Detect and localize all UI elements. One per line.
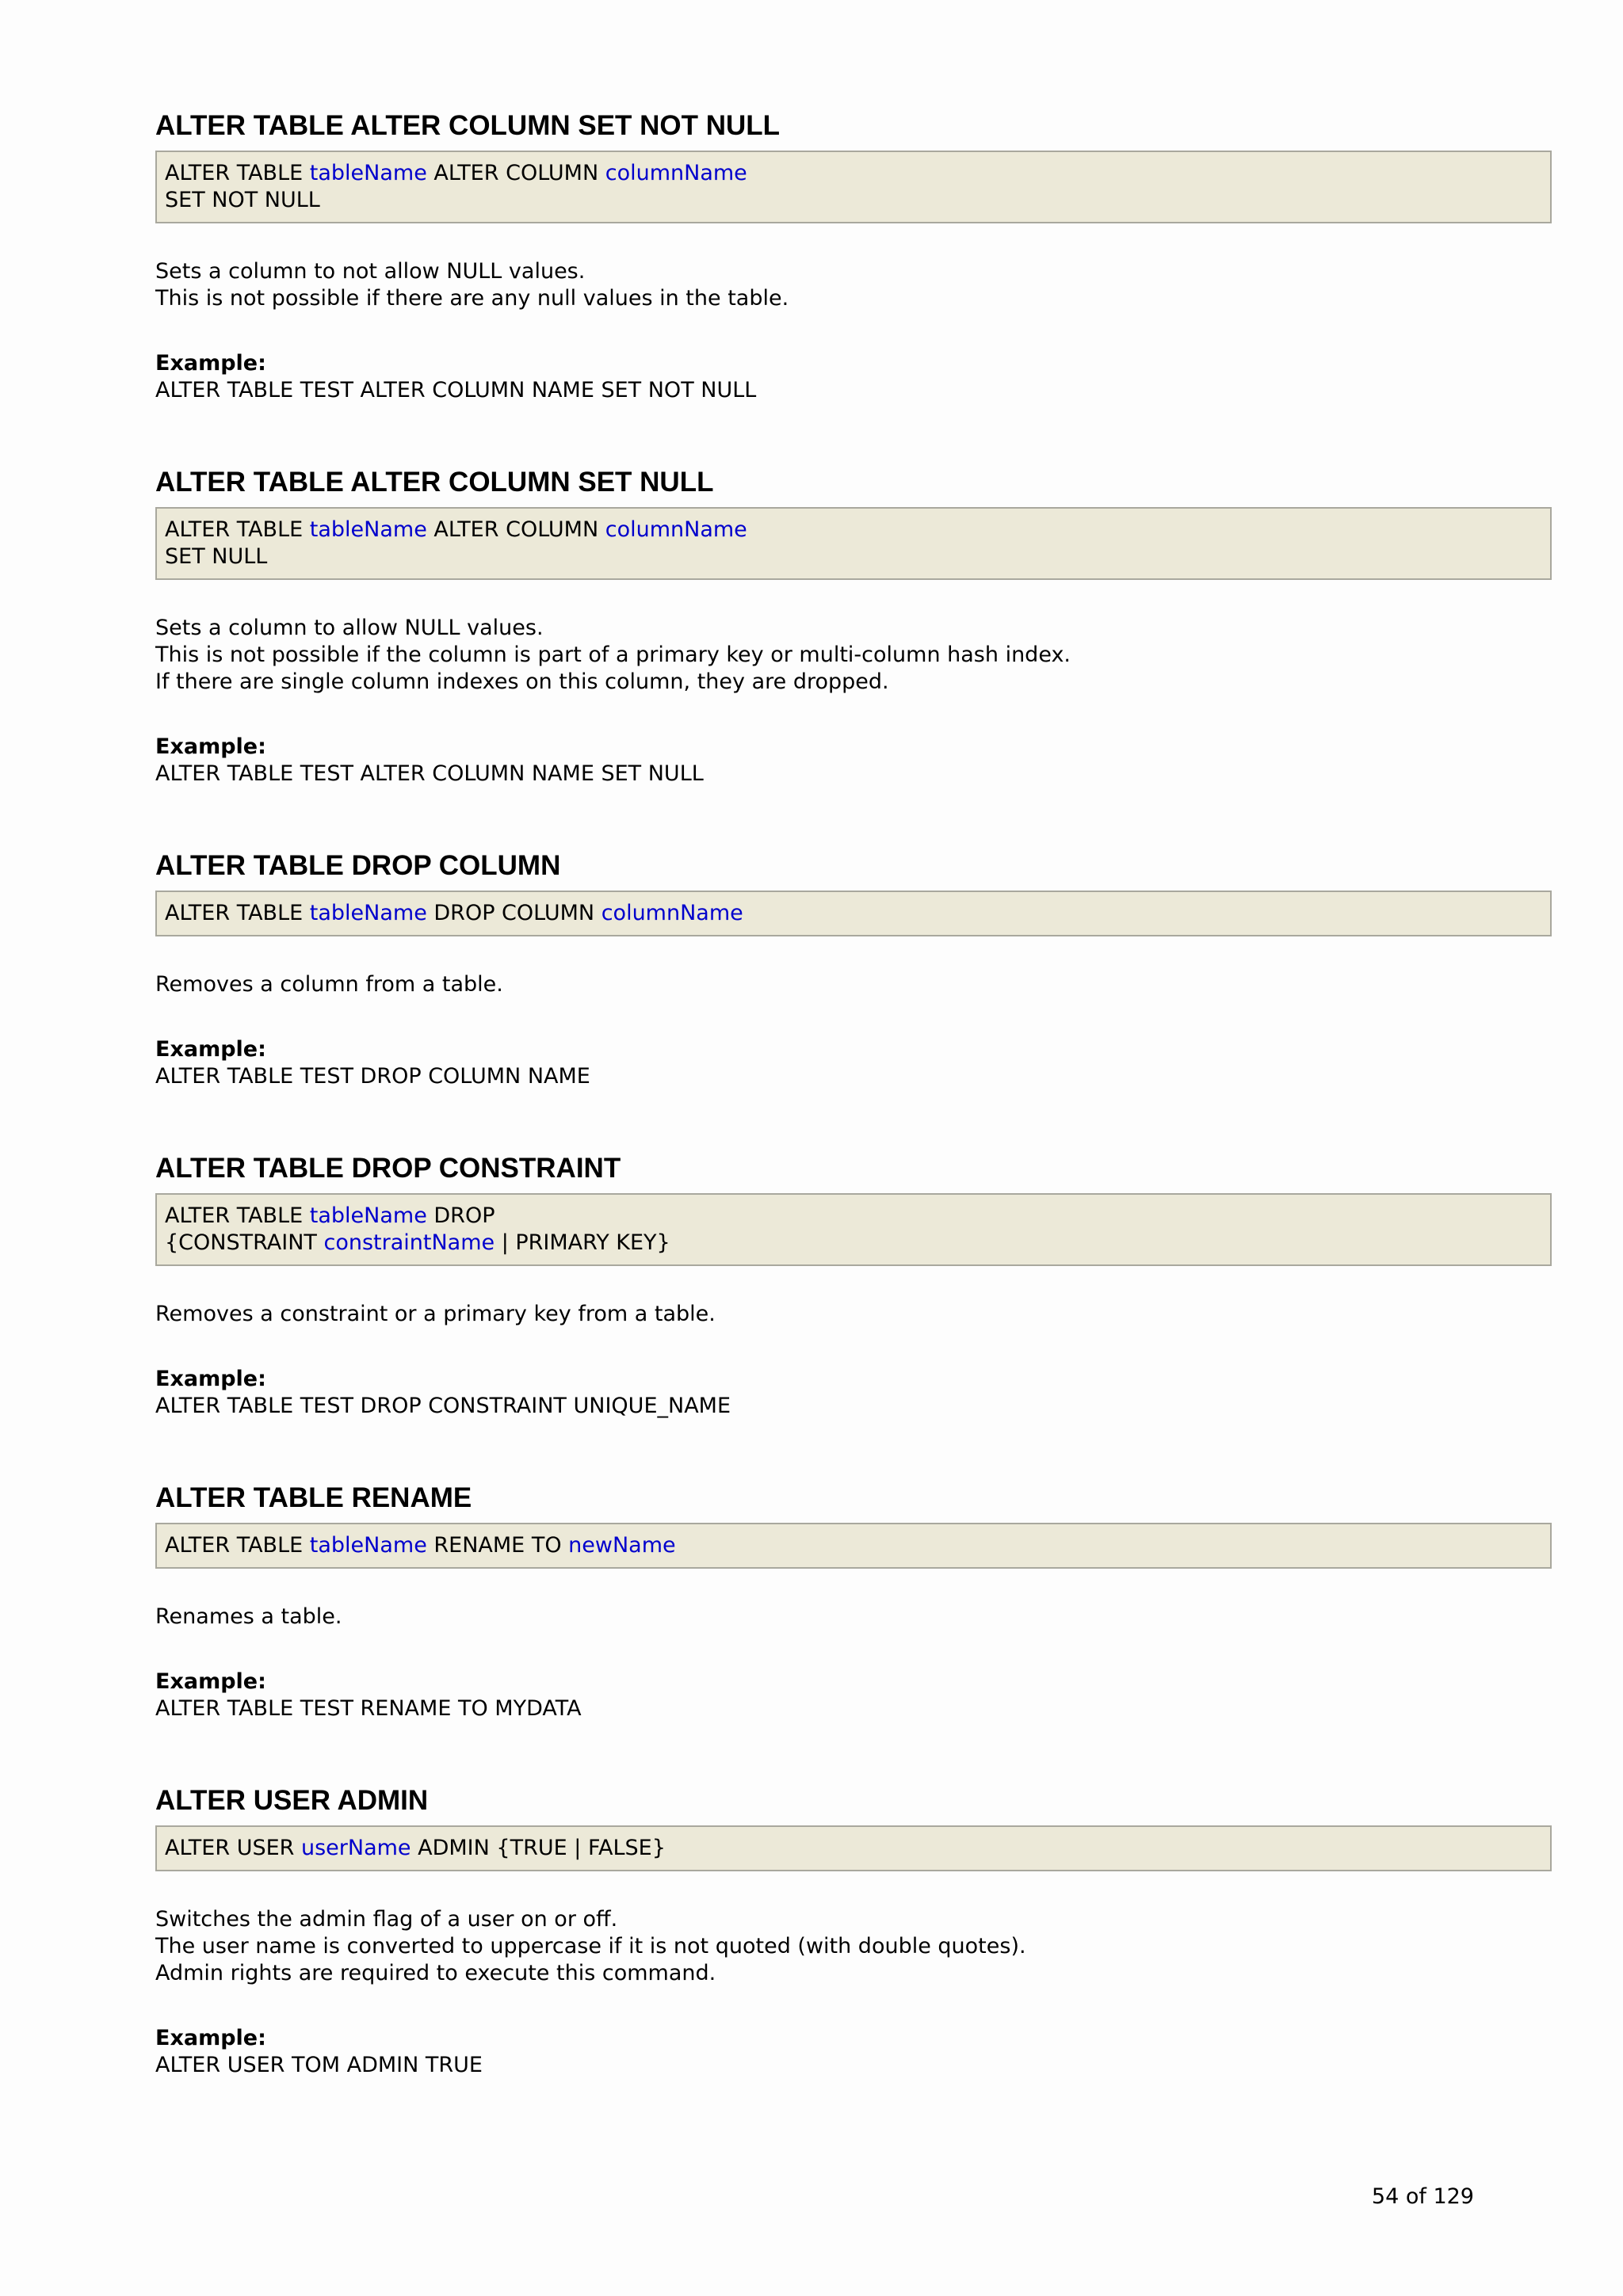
example-code: ALTER TABLE TEST RENAME TO MYDATA: [155, 1696, 582, 1721]
syntax-line: [165, 1532, 1542, 1559]
syntax-keyword: | PRIMARY KEY}: [495, 1230, 670, 1255]
syntax-variable: columnName: [605, 517, 747, 542]
example-label: Example:: [155, 1037, 266, 1062]
description-line: The user name is converted to uppercase if it is not quoted (with double quotes).: [155, 1934, 1026, 1958]
section-title: ALTER TABLE DROP COLUMN: [155, 850, 561, 881]
description-line: Removes a constraint or a primary key from a table.: [155, 1302, 716, 1326]
section-title: ALTER TABLE ALTER COLUMN SET NOT NULL: [155, 110, 781, 141]
description-line: Sets a column to allow NULL values.: [155, 616, 544, 640]
syntax-keyword: ALTER TABLE: [165, 161, 310, 185]
example-label: Example:: [155, 2026, 266, 2050]
syntax-box: [155, 151, 1552, 223]
description-line: Admin rights are required to execute this command.: [155, 1961, 716, 1985]
section-rename: [155, 1482, 1552, 1722]
description-line: Renames a table.: [155, 1604, 342, 1629]
example-label: Example:: [155, 1367, 266, 1391]
syntax-keyword: {CONSTRAINT: [165, 1230, 324, 1255]
section-title: ALTER TABLE ALTER COLUMN SET NULL: [155, 467, 714, 498]
syntax-variable: constraintName: [323, 1230, 495, 1255]
syntax-variable: newName: [568, 1533, 676, 1558]
syntax-keyword: ALTER TABLE: [165, 1203, 310, 1228]
syntax-box: [155, 1825, 1552, 1871]
syntax-keyword: ALTER TABLE: [165, 517, 310, 542]
example-label: Example:: [155, 351, 266, 376]
syntax-line: [165, 187, 1542, 214]
section-description: [155, 1301, 1552, 1328]
syntax-box: [155, 1193, 1552, 1266]
section-description: [155, 615, 1552, 696]
description-line: This is not possible if there are any null values in the table.: [155, 286, 789, 311]
page-number: 54 of 129: [1371, 2184, 1474, 2209]
syntax-keyword: SET NOT NULL: [165, 188, 320, 212]
syntax-line: [165, 517, 1542, 543]
description-line: Removes a column from a table.: [155, 972, 503, 997]
syntax-box: [155, 507, 1552, 580]
syntax-line: [165, 1835, 1542, 1862]
example-code: ALTER USER TOM ADMIN TRUE: [155, 2053, 483, 2077]
section-title: ALTER TABLE RENAME: [155, 1482, 472, 1513]
section-description: [155, 1906, 1552, 1987]
syntax-keyword: ALTER TABLE: [165, 901, 310, 925]
example-code: ALTER TABLE TEST DROP COLUMN NAME: [155, 1064, 590, 1089]
description-line: Sets a column to not allow NULL values.: [155, 259, 586, 284]
syntax-box: [155, 1523, 1552, 1569]
syntax-keyword: DROP: [426, 1203, 495, 1228]
syntax-line: [165, 1203, 1542, 1230]
syntax-line: [165, 160, 1542, 187]
syntax-keyword: DROP COLUMN: [426, 901, 601, 925]
section-title: ALTER TABLE DROP CONSTRAINT: [155, 1153, 621, 1184]
section-alter-column-set-null: [155, 466, 1552, 788]
section-description: [155, 1604, 1552, 1630]
syntax-line: [165, 543, 1542, 570]
section-description: [155, 258, 1552, 312]
syntax-keyword: RENAME TO: [426, 1533, 569, 1558]
section-alter-column-set-not-null: [155, 109, 1552, 404]
section-title: ALTER USER ADMIN: [155, 1785, 429, 1816]
section-alter-user-admin: [155, 1784, 1552, 2079]
syntax-variable: tableName: [309, 517, 427, 542]
syntax-line: [165, 1230, 1542, 1257]
description-line: This is not possible if the column is part of a primary key or multi-column hash index.: [155, 643, 1071, 667]
syntax-variable: tableName: [309, 901, 427, 925]
syntax-keyword: ALTER USER: [165, 1836, 301, 1860]
section-drop-constraint: [155, 1152, 1552, 1420]
syntax-keyword: SET NULL: [165, 544, 268, 569]
description-line: If there are single column indexes on this column, they are dropped.: [155, 669, 889, 694]
section-description: [155, 971, 1552, 998]
example-label: Example:: [155, 734, 266, 759]
syntax-line: [165, 900, 1542, 927]
syntax-keyword: ADMIN {TRUE | FALSE}: [411, 1836, 666, 1860]
example-code: ALTER TABLE TEST ALTER COLUMN NAME SET NOT NULL: [155, 378, 757, 402]
example-code: ALTER TABLE TEST DROP CONSTRAINT UNIQUE_NAME: [155, 1394, 731, 1418]
example-code: ALTER TABLE TEST ALTER COLUMN NAME SET NULL: [155, 761, 704, 786]
syntax-variable: columnName: [601, 901, 743, 925]
syntax-variable: columnName: [605, 161, 747, 185]
section-drop-column: [155, 849, 1552, 1090]
syntax-variable: tableName: [309, 1533, 427, 1558]
syntax-keyword: ALTER COLUMN: [426, 161, 605, 185]
description-line: Switches the admin flag of a user on or off.: [155, 1907, 618, 1932]
document-page: [155, 109, 1552, 2079]
syntax-variable: tableName: [309, 1203, 427, 1228]
example-label: Example:: [155, 1669, 266, 1694]
syntax-box: [155, 891, 1552, 936]
syntax-keyword: ALTER COLUMN: [426, 517, 605, 542]
syntax-variable: tableName: [309, 161, 427, 185]
syntax-variable: userName: [301, 1836, 411, 1860]
syntax-keyword: ALTER TABLE: [165, 1533, 310, 1558]
